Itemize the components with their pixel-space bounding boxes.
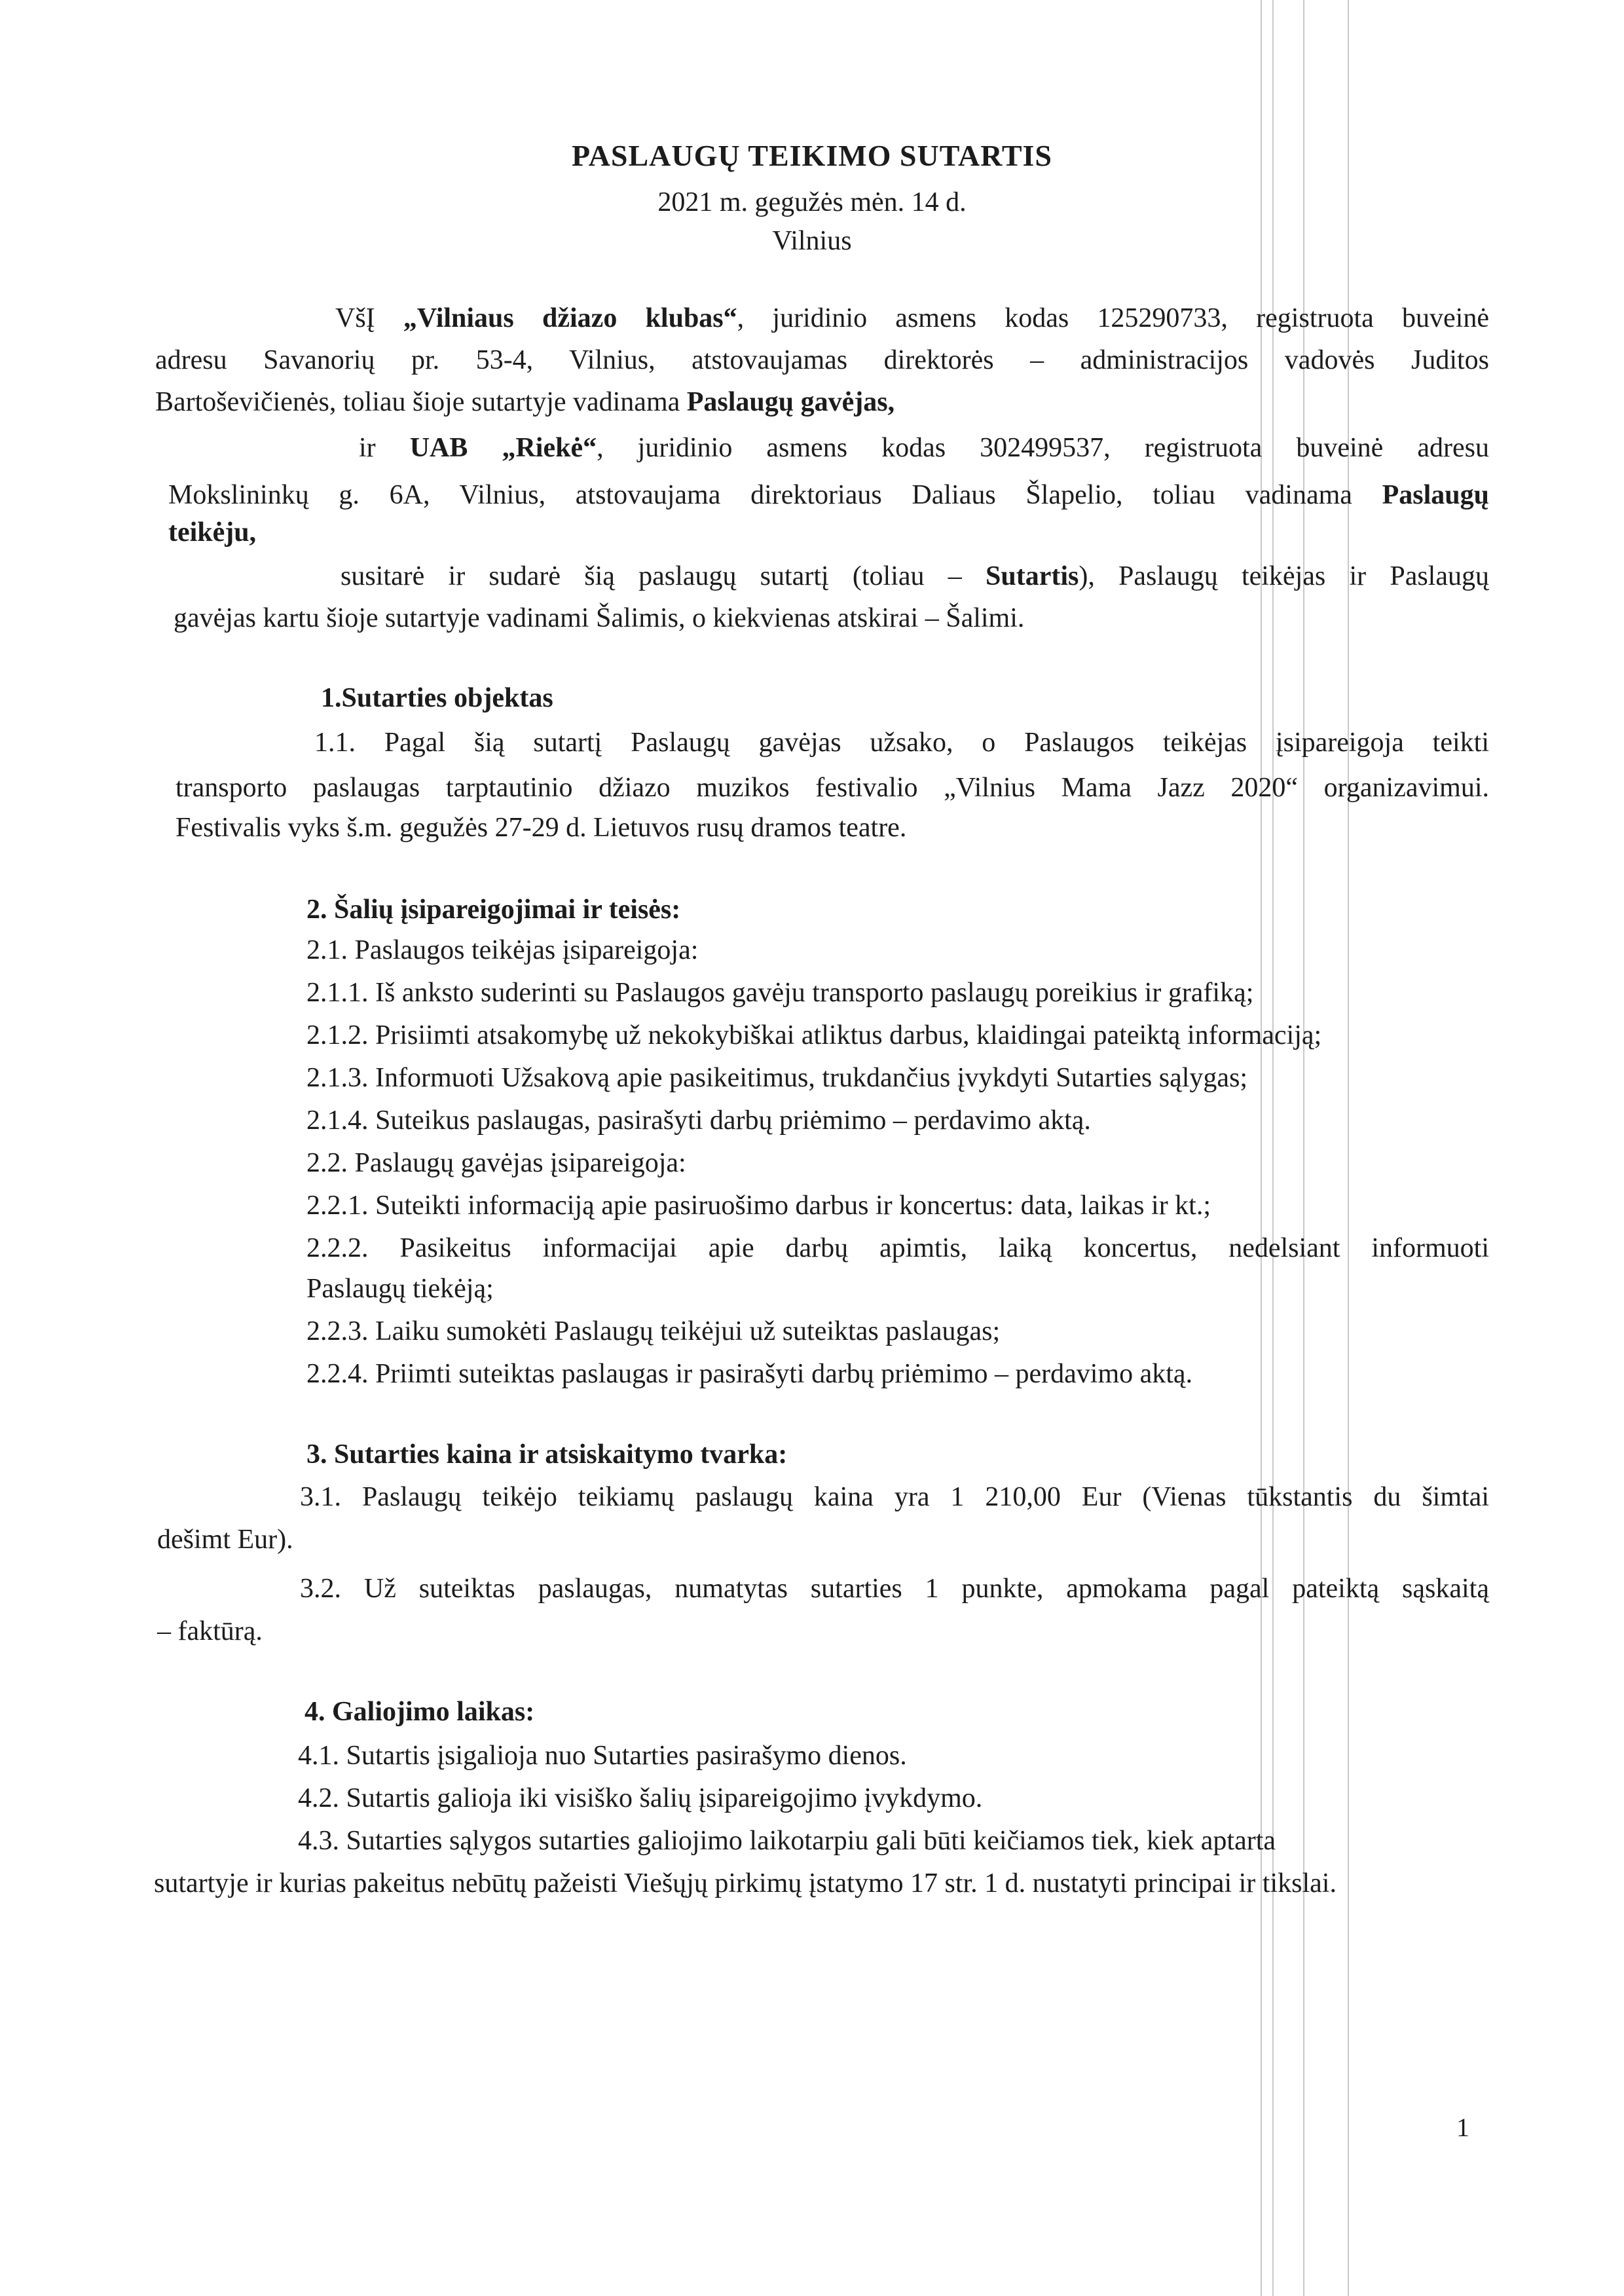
page-number: 1 (1456, 2113, 1469, 2142)
section1-heading: 1.Sutarties objektas (321, 683, 553, 713)
section1-line1: 1.1. Pagal šią sutartį Paslaugų gavėjas užsako, o Paslaugos teikėjas įsipareigoja teikti (314, 728, 1489, 758)
party2-line2: Mokslininkų g. 6A, Vilnius, atstovaujama direktoriaus Daliaus Šlapelio, toliau vadinama Paslaugų (168, 480, 1489, 510)
party2-line1: ir UAB „Riekė“, juridinio asmens kodas 302499537, registruota buveinė adresu (359, 433, 1489, 463)
section1-line3: Festivalis vyks š.m. gegužės 27-29 d. Lietuvos rusų dramos teatre. (175, 813, 907, 843)
section2-item: 2.1.2. Prisiimti atsakomybę už nekokybiškai atliktus darbus, klaidingai pateiktą informaciją; (306, 1020, 1322, 1050)
section4-heading: 4. Galiojimo laikas: (304, 1697, 535, 1727)
section3-line1: 3.1. Paslaugų teikėjo teikiamų paslaugų kaina yra 1 210,00 Eur (Vienas tūkstantis du šimtai (300, 1482, 1489, 1512)
agreement-line1: susitarė ir sudarė šią paslaugų sutartį (toliau – Sutartis), Paslaugų teikėjas ir Paslaugų (341, 561, 1489, 591)
document-date: 2021 m. gegužės mėn. 14 d. (657, 187, 967, 217)
section2-item: 2.2. Paslaugų gavėjas įsipareigoja: (306, 1148, 686, 1178)
section4-line4: sutartyje ir kurias pakeitus nebūtų pažeisti Viešųjų pirkimų įstatymo 17 str. 1 d. nustatyti principai ir tikslai. (154, 1868, 1337, 1898)
document-title: PASLAUGŲ TEIKIMO SUTARTIS (572, 139, 1052, 172)
party1-line1: VšĮ „Vilniaus džiazo klubas“, juridinio asmens kodas 125290733, registruota buveinė (335, 303, 1489, 333)
party1-line3: Bartoševičienės, toliau šioje sutartyje vadinama Paslaugų gavėjas, (155, 387, 895, 417)
party2-line3: teikėju, (168, 517, 257, 547)
section2-heading: 2. Šalių įsipareigojimai ir teisės: (306, 895, 681, 925)
section3-line2: dešimt Eur). (157, 1525, 293, 1555)
section2-item: 2.2.2. Pasikeitus informacijai apie darbų apimtis, laiką koncertus, nedelsiant informuoti (306, 1233, 1489, 1263)
agreement-line2: gavėjas kartu šioje sutartyje vadinami Šalimis, o kiekvienas atskirai – Šalimi. (174, 603, 1025, 633)
section4-line2: 4.2. Sutartis galioja iki visiško šalių įsipareigojimo įvykdymo. (298, 1783, 983, 1813)
section3-line3: 3.2. Už suteiktas paslaugas, numatytas sutarties 1 punkte, apmokama pagal pateiktą sąskaitą (300, 1574, 1489, 1604)
section2-item: 2.2.3. Laiku sumokėti Paslaugų teikėjui už suteiktas paslaugas; (306, 1316, 1001, 1346)
section2-item: 2.1. Paslaugos teikėjas įsipareigoja: (306, 935, 699, 965)
section2-item: 2.1.3. Informuoti Užsakovą apie pasikeitimus, trukdančius įvykdyti Sutarties sąlygas; (306, 1063, 1248, 1093)
document-city: Vilnius (772, 226, 852, 256)
section3-heading: 3. Sutarties kaina ir atsiskaitymo tvarka: (306, 1439, 788, 1470)
party1-line2: adresu Savanorių pr. 53-4, Vilnius, atstovaujamas direktorės – administracijos vadovės Juditos (155, 345, 1489, 375)
section2-item-continued: Paslaugų tiekėją; (306, 1274, 494, 1304)
section2-item: 2.2.1. Suteikti informaciją apie pasiruošimo darbus ir koncertus: data, laikas ir kt.; (306, 1191, 1211, 1221)
section2-item: 2.1.1. Iš anksto suderinti su Paslaugos gavėju transporto paslaugų poreikius ir grafiką; (306, 978, 1254, 1008)
section4-line1: 4.1. Sutartis įsigalioja nuo Sutarties pasirašymo dienos. (298, 1741, 907, 1771)
section2-item: 2.2.4. Priimti suteiktas paslaugas ir pasirašyti darbų priėmimo – perdavimo aktą. (306, 1359, 1193, 1389)
section3-line4: – faktūrą. (157, 1616, 263, 1646)
section2-item: 2.1.4. Suteikus paslaugas, pasirašyti darbų priėmimo – perdavimo aktą. (306, 1105, 1091, 1136)
section4-line3: 4.3. Sutarties sąlygos sutarties galiojimo laikotarpiu gali būti keičiamos tiek, kiek aptarta (298, 1826, 1276, 1856)
section1-line2: transporto paslaugas tarptautinio džiazo muzikos festivalio „Vilnius Mama Jazz 2020“ organizavimui. (175, 773, 1489, 803)
